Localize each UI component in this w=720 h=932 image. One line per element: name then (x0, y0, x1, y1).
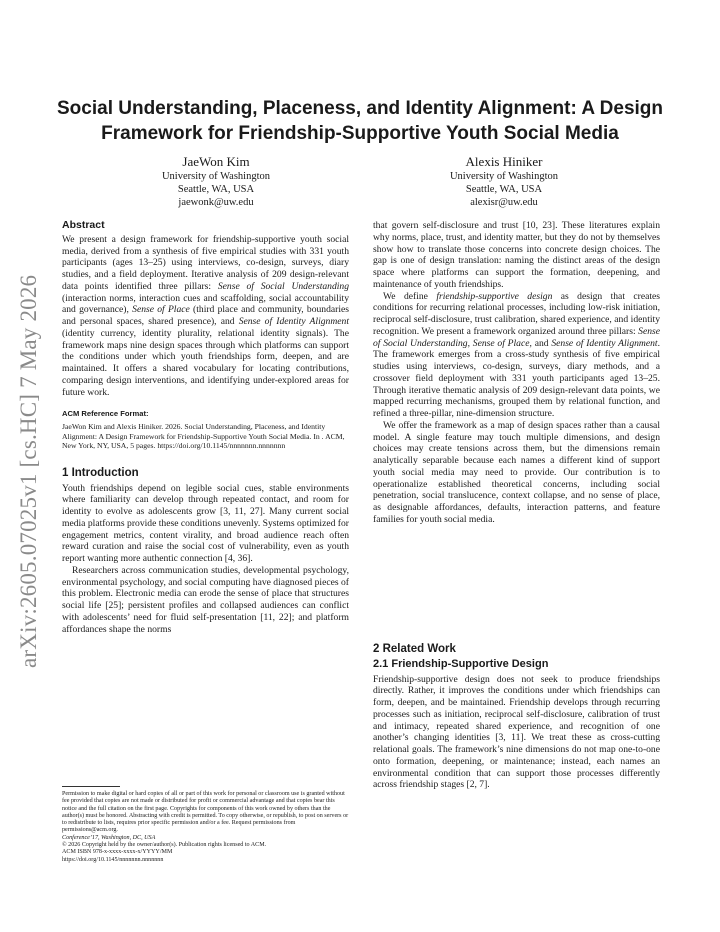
isbn-line: ACM ISBN 978-x-xxxx-xxxx-x/YYYY/MM (62, 849, 173, 856)
intro-paragraph-4: We define friendship-supportive design as design that creates conditions for recurring relational processes, including low-risk initiation, reciprocal self-disclosure, trust calibration, shared experience, and identity recognition. We present a framework organized around three pillars: Sense of Social Understanding, Sense of Place, and Sense of Identity Alignment. The framework emerges from a cross-study synthesis of five empirical studies using interviews, co-design, surveys, diary methods, and a crossover field deployment with 331 youth participants aged 13–25. Through iterative thematic analysis of 209 design-relevant data points, we mapped recurring mechanisms, grouped them by relational function, and refined a three-pillar, nine-dimension structure. (373, 290, 661, 419)
related-work-block (373, 644, 660, 791)
arxiv-identifier: arXiv:2605.07025v1 [cs.HC] 7 May 2026 (16, 274, 41, 668)
acm-reference-text: JaeWon Kim and Alexis Hiniker. 2026. Social Understanding, Placeness, and Identity Alignment: A Design Framework for Friendship-Supportive Youth Social Media. In . ACM, New York, NY, USA, 5 pages. https://doi.org/10.1145/nnnnnnn.nnnnnnn (62, 422, 345, 451)
author-email: alexisr@uw.edu (470, 197, 538, 208)
author-location: Seattle, WA, USA (177, 184, 255, 195)
conference-line: Conference’17, Washington, DC, USA (62, 834, 156, 841)
acm-reference-heading: ACM Reference Format: (62, 409, 149, 419)
intro-paragraph-1: Youth friendships depend on legible social cues, stable environments where familiarity can develop through repeated contact, and room for identity to evolve as adolescents grow [3, 11, 27]. Many current social media platforms provide these conditions unevenly. Systems optimized for engagement metrics, content virality, and broad audience reach often reward curation and raise the social cost of vulnerability, even as youth report wanting more authentic connection [4, 36]. (62, 482, 349, 565)
section-heading-introduction: 1 Introduction (62, 466, 139, 479)
author-affiliation: University of Washington (449, 171, 559, 182)
author-affiliation: University of Washington (161, 171, 271, 182)
doi-line: https://doi.org/10.1145/nnnnnnn.nnnnnnn (62, 856, 164, 863)
author-block-1 (96, 154, 336, 209)
left-column (62, 220, 349, 635)
author-name: JaeWon Kim (182, 154, 250, 169)
intro-paragraph-2: Researchers across communication studies, developmental psychology, environmental psychology, and social computing have diagnosed pieces of this problem. Electronic media can erode the sense of place that structures social life [25]; persistent profiles and collapsed audiences can conflict with adolescents’ need for fluid self-presentation [11, 22]; and platform affordances shape the norms (62, 564, 349, 635)
right-column (373, 220, 660, 526)
author-email: jaewonk@uw.edu (178, 197, 254, 208)
intro-paragraph-3: that govern self-disclosure and trust [10, 23]. These literatures explain why norms, place, trust, and identity matter, but they do not by themselves show how to translate those concerns into concrete design choices. The gap is one of design translation: naming the distinct areas of the design space where platforms can support the formation, deepening, and maintenance of youth friendships. (373, 220, 660, 290)
paper-title: Social Understanding, Placeness, and Identity Alignment: A Design Framework for Friendship-Supportive Youth Social Media (57, 98, 663, 144)
copyright-line: © 2026 Copyright held by the owner/author(s). Publication rights licensed to ACM. (62, 842, 267, 849)
author-location: Seattle, WA, USA (465, 184, 543, 195)
copyright-footnote (62, 791, 349, 864)
author-name: Alexis Hiniker (465, 154, 543, 169)
subsection-heading-friendship-design: 2.1 Friendship-Supportive Design (373, 657, 549, 670)
abstract-text: We present a design framework for friendship-supportive youth social media, derived from a synthesis of five empirical studies with 331 youth participants (ages 13–25) using interviews, co-design, surveys, diary studies, and a field deployment. Iterative analysis of 209 design-relevant data points identified three pillars: Sense of Social Understanding (interaction norms, interaction cues and scaffolding, social accountability and governance), Sense of Place (third place and community, boundaries and personal spaces, shared presence), and Sense of Identity Alignment (identity currency, identity plurality, relational identity signals). The framework maps nine design spaces through which platforms can support the conditions under which youth friendships form, deepen, and are maintained. It offers a shared vocabulary for locating contributions, comparing design interventions, and identifying under-explored areas for future work. (62, 233, 350, 398)
footnote-rule (62, 786, 120, 787)
section-heading-related-work: 2 Related Work (373, 643, 456, 655)
related-paragraph-1: Friendship-supportive design does not seek to produce friendships directly. Rather, it improves the conditions under which friendships can form, deepen, and be maintained. Friendship develops through recurring processes such as initiation, reciprocal self-disclosure, calibration of trust and intimacy, repeated shared experience, and recognition of one another’s changing identities [3, 11]. We treat these as cross-cutting relational goals. The framework’s nine dimensions do not map one-to-one onto formation, deepening, or maintenance; instead, each names an environmental condition that can support those processes differently across friendship stages [2, 7]. (373, 673, 660, 791)
abstract-heading: Abstract (62, 219, 105, 231)
intro-paragraph-5: We offer the framework as a map of design spaces rather than a causal model. A single feature may touch multiple dimensions, and design choices may create tensions across them, but the dimensions remain analytically separable because each names a different kind of support youth social media may need to provide. Our contribution is to operationalize established theoretical concerns, including social penetration, social translucence, context collapse, and no sense of place, as designable affordances, defaults, interaction patterns, and feature families for youth social media. (373, 419, 660, 525)
permission-notice: Permission to make digital or hard copies of all or part of this work for personal or classroom use is granted without fee provided that copies are not made or distributed for profit or commercial advantage and that copies bear this notice and the full citation on the first page. Copyrights for components of this work owned by others than the author(s) must be honored. Abstracting with credit is permitted. To copy otherwise, or republish, to post on servers or to redistribute to lists, requires prior specific permission and/or a fee. Request permissions from permissions@acm.org. (62, 791, 349, 834)
author-block-2 (384, 154, 624, 209)
